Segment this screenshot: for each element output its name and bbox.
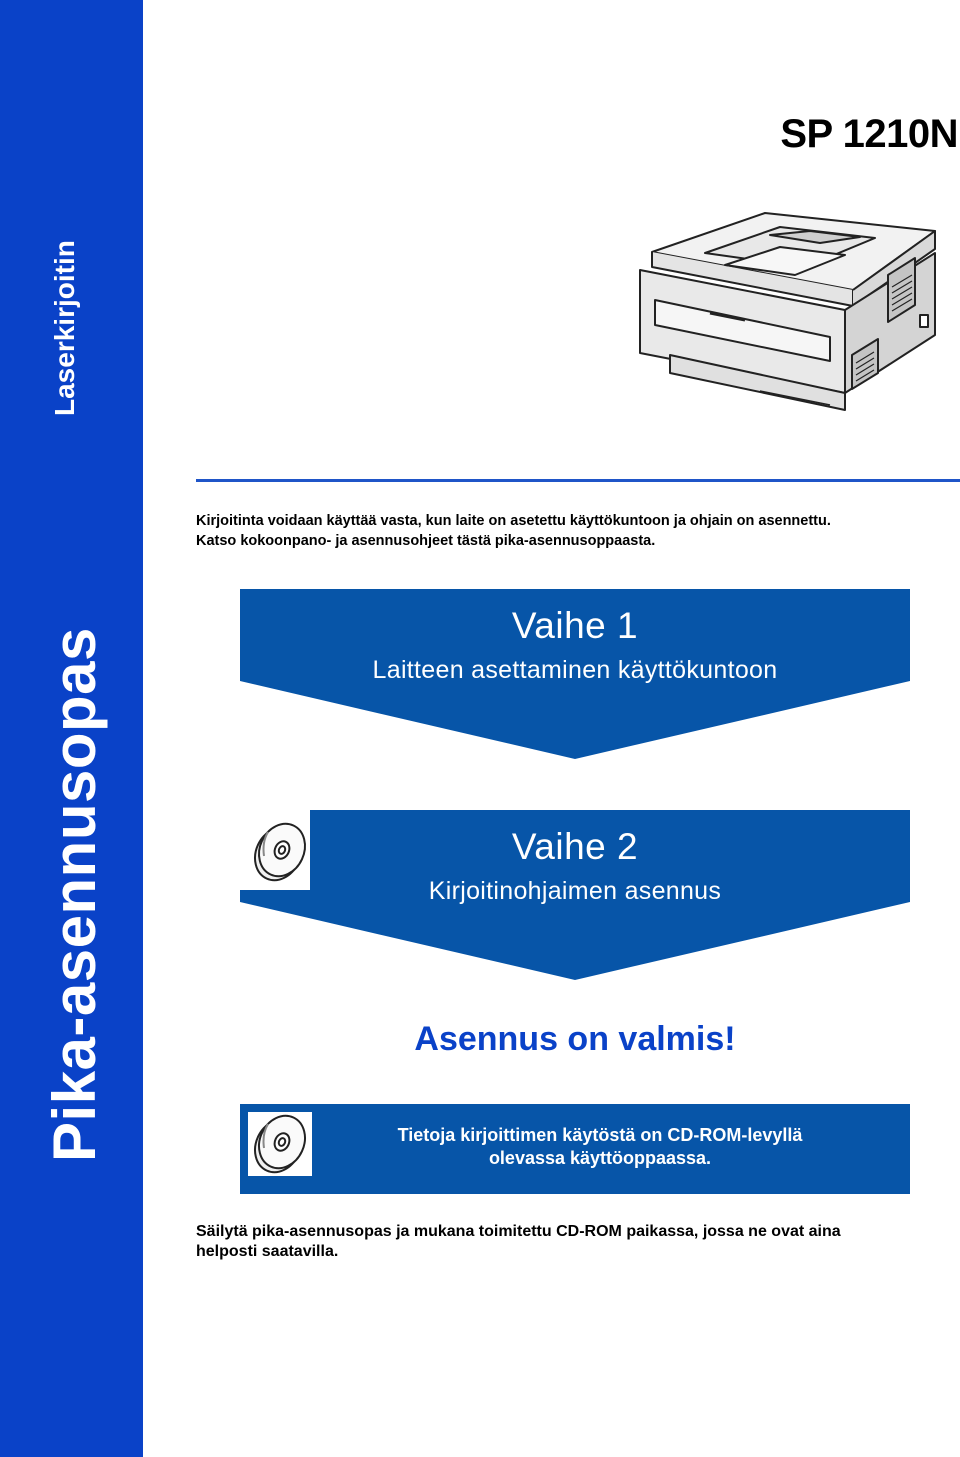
category-label: Laserkirjoitin (49, 240, 80, 416)
footer-line-2: helposti saatavilla. (196, 1243, 339, 1260)
info-line-1: Tietoja kirjoittimen käytöstä on CD-ROM-levyllä (397, 1125, 803, 1145)
footer-note (196, 1222, 936, 1262)
step-2-banner (240, 810, 910, 980)
intro-line-1: Kirjoitinta voidaan käyttää vasta, kun laite on asetettu käyttökuntoon ja ohjain on asennettu. (196, 513, 831, 529)
info-line-2: olevassa käyttöoppaassa. (488, 1148, 712, 1168)
printer-illustration (630, 205, 942, 419)
step-2-title: Vaihe 2 (511, 826, 639, 867)
step-1-banner (240, 589, 910, 759)
sidebar (0, 0, 143, 1457)
step-1-subtitle: Laitteen asettaminen käyttökuntoon (372, 656, 778, 684)
guide-title: Pika-asennusopas (41, 627, 108, 1162)
footer-line-1: Säilytä pika-asennusopas ja mukana toimitettu CD-ROM paikassa, jossa ne ovat aina (196, 1223, 841, 1240)
info-banner (240, 1104, 910, 1196)
step-1-title: Vaihe 1 (511, 605, 639, 646)
step-2-subtitle: Kirjoitinohjaimen asennus (428, 877, 722, 905)
info-text (300, 1124, 900, 1170)
intro-text (196, 511, 956, 551)
cd-rom-icon (248, 1112, 312, 1176)
completion-message: Asennus on valmis! (414, 1020, 736, 1058)
divider-rule (196, 479, 960, 482)
intro-line-2: Katso kokoonpano- ja asennusohjeet tästä pika-asennusoppaasta. (196, 533, 656, 549)
cd-rom-icon (248, 820, 312, 884)
model-name: SP 1210N (780, 112, 958, 156)
